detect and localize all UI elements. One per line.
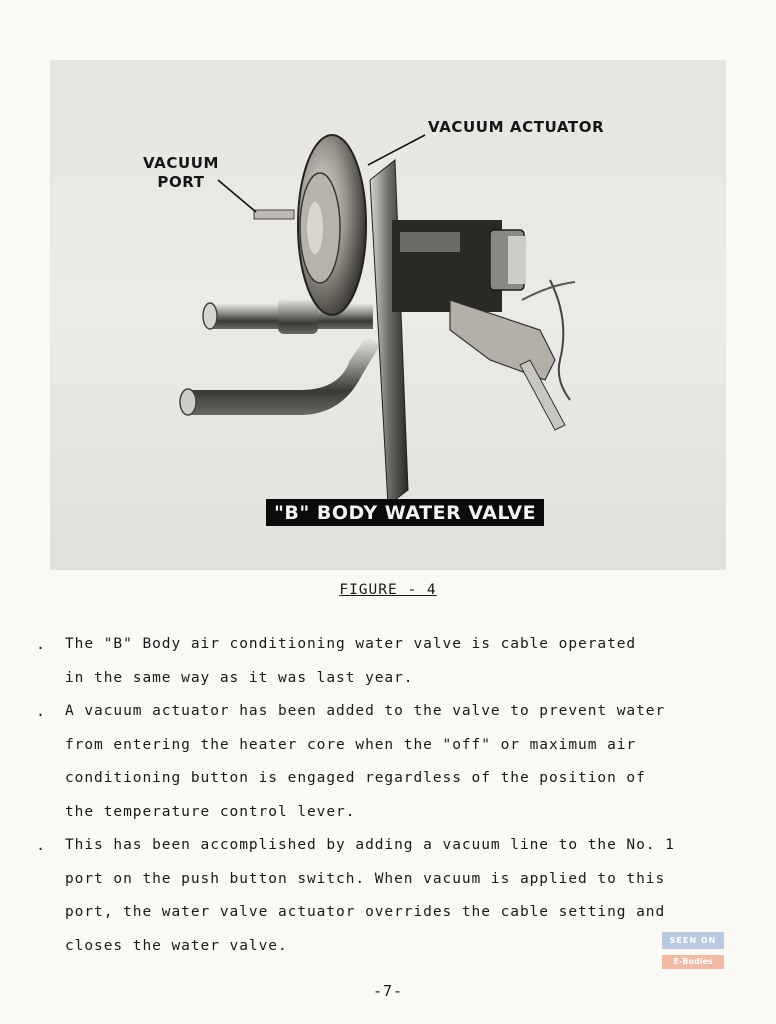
site-watermark [662, 932, 724, 972]
text-line: This has been accomplished by adding a vacuum line to the No. 1 [65, 837, 675, 853]
vacuum-port-label [140, 154, 222, 192]
figure-photo [50, 60, 726, 570]
vacuum-port-label-line1: VACUUM [142, 154, 220, 172]
text-line: A vacuum actuator has been added to the valve to prevent water [65, 703, 666, 719]
upper-pipe-end [203, 303, 217, 329]
text-line: closes the water valve. [65, 937, 288, 954]
watermark-bottom: E-Bodies [662, 955, 724, 969]
page-number: -7- [372, 982, 404, 1000]
vacuum-port-nipple [254, 210, 294, 219]
paragraph [36, 829, 736, 963]
spring-wire [550, 280, 570, 400]
mounting-plate [370, 160, 408, 505]
bullet: . [36, 702, 46, 720]
text-line: port on the push button switch. When vacuum is applied to this [65, 870, 666, 887]
text-line: The "B" Body air conditioning water valve is cable operated [65, 636, 637, 652]
lower-pipe-end [180, 389, 196, 415]
water-valve-illustration [50, 60, 726, 570]
text-line: from entering the heater core when the "off" or maximum air [65, 736, 637, 753]
text-line: conditioning button is engaged regardless of the position of [65, 770, 646, 786]
cable-bracket [450, 300, 555, 380]
vacuum-actuator-label: VACUUM ACTUATOR [428, 118, 605, 136]
figure-banner: "B" BODY WATER VALVE [266, 499, 544, 526]
figure-caption [0, 582, 776, 598]
lower-pipe [185, 335, 380, 415]
actuator-leader-line [368, 135, 425, 165]
bullet: . [36, 635, 46, 653]
paragraph [36, 628, 736, 695]
text-line: the temperature control lever. [65, 803, 356, 820]
bullet: . [36, 836, 46, 854]
text-line: in the same way as it was last year. [65, 669, 414, 686]
port-leader-line [218, 180, 256, 212]
vacuum-port-label-line2: PORT [157, 173, 205, 191]
body-text [36, 628, 736, 963]
watermark-top: SEEN ON [662, 932, 724, 949]
paragraph [36, 695, 736, 829]
text-line: port, the water valve actuator overrides the cable setting and [65, 904, 666, 920]
figure-caption-text: FIGURE - 4 [339, 582, 437, 598]
